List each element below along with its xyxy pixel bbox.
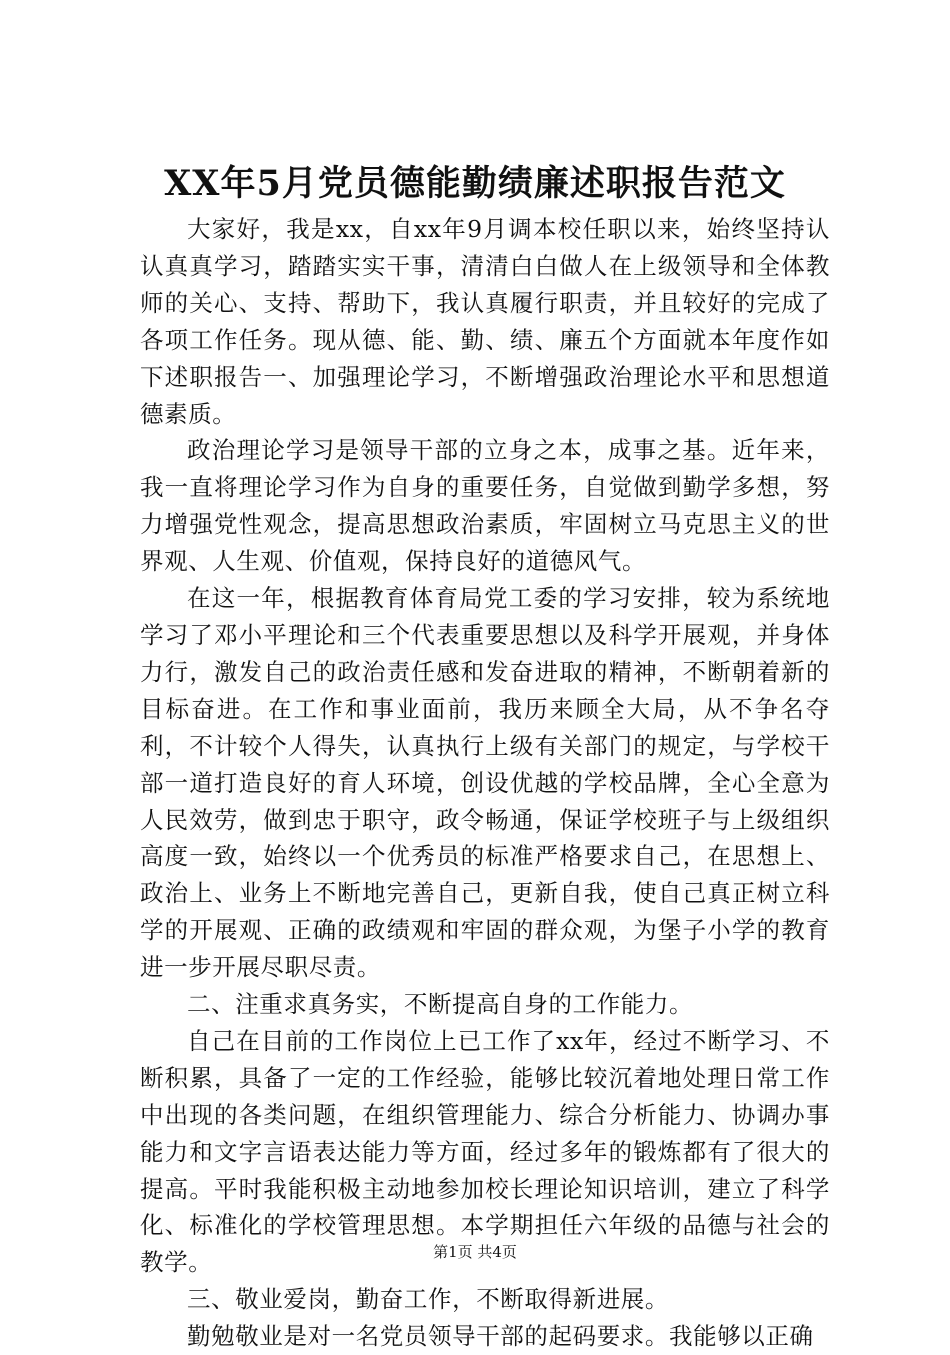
section-heading-two: 二、注重求真务实，不断提高自身的工作能力。 <box>187 990 694 1019</box>
document-title: XX年5月党员德能勤绩廉述职报告范文 <box>164 163 786 204</box>
paragraph-diligence: 勤勉敬业是对一名党员领导干部的起码要求。我能够以正确 <box>187 1322 814 1351</box>
paragraph-this-year: 在这一年，根据教育体育局党工委的学习安排，较为系统地学习了邓小平理论和三个代表重要思想以及科学开展观，并身体力行，激发自己的政治责任感和发奋进取的精神，不断朝着新的目标奋进。在工作和事业面前，我历来顾全大局，从不争名夺利，不计较个人得失，认真执行上级有关部门的规定，与学校干部一道打造良好的育人环境，创设优越的学校品牌，全心全意为人民效劳，做到忠于职守，政令畅通，保证学校班子与上级组织高度一致，始终以一个优秀员的标准严格要求自己，在思想上、政治上、业务上不断地完善自己，更新自我，使自己真正树立科学的开展观、正确的政绩观和牢固的群众观，为堡子小学的教育进一步开展尽职尽责。 <box>140 584 830 982</box>
paragraph-intro: 大家好，我是xx，自xx年9月调本校任职以来，始终坚持认认真真学习，踏踏实实干事，清清白白做人在上级领导和全体教师的关心、支持、帮助下，我认真履行职责，并且较好的完成了各项工作任务。现从德、能、勤、绩、廉五个方面就本年度作如下述职报告一、加强理论学习，不断增强政治理论水平和思想道德素质。 <box>140 215 830 428</box>
page-footer: 第1页 共4页 <box>433 1243 517 1261</box>
paragraph-work-ability: 自己在目前的工作岗位上已工作了xx年，经过不断学习、不断积累，具备了一定的工作经验，能够比较沉着地处理日常工作中出现的各类问题，在组织管理能力、综合分析能力、协调办事能力和文字言语表达能力等方面，经过多年的锻炼都有了很大的提高。平时我能积极主动地参加校长理论知识培训，建立了科学化、标准化的学校管理思想。本学期担任六年级的品德与社会的教学。 <box>140 1026 830 1277</box>
section-heading-three: 三、敬业爱岗，勤奋工作，不断取得新进展。 <box>187 1285 669 1314</box>
paragraph-theory-study: 政治理论学习是领导干部的立身之本，成事之基。近年来，我一直将理论学习作为自身的重要任务，自觉做到勤学多想，努力增强党性观念，提高思想政治素质，牢固树立马克思主义的世界观、人生观、价值观，保持良好的道德风气。 <box>140 436 830 576</box>
document-body <box>140 211 830 1355</box>
